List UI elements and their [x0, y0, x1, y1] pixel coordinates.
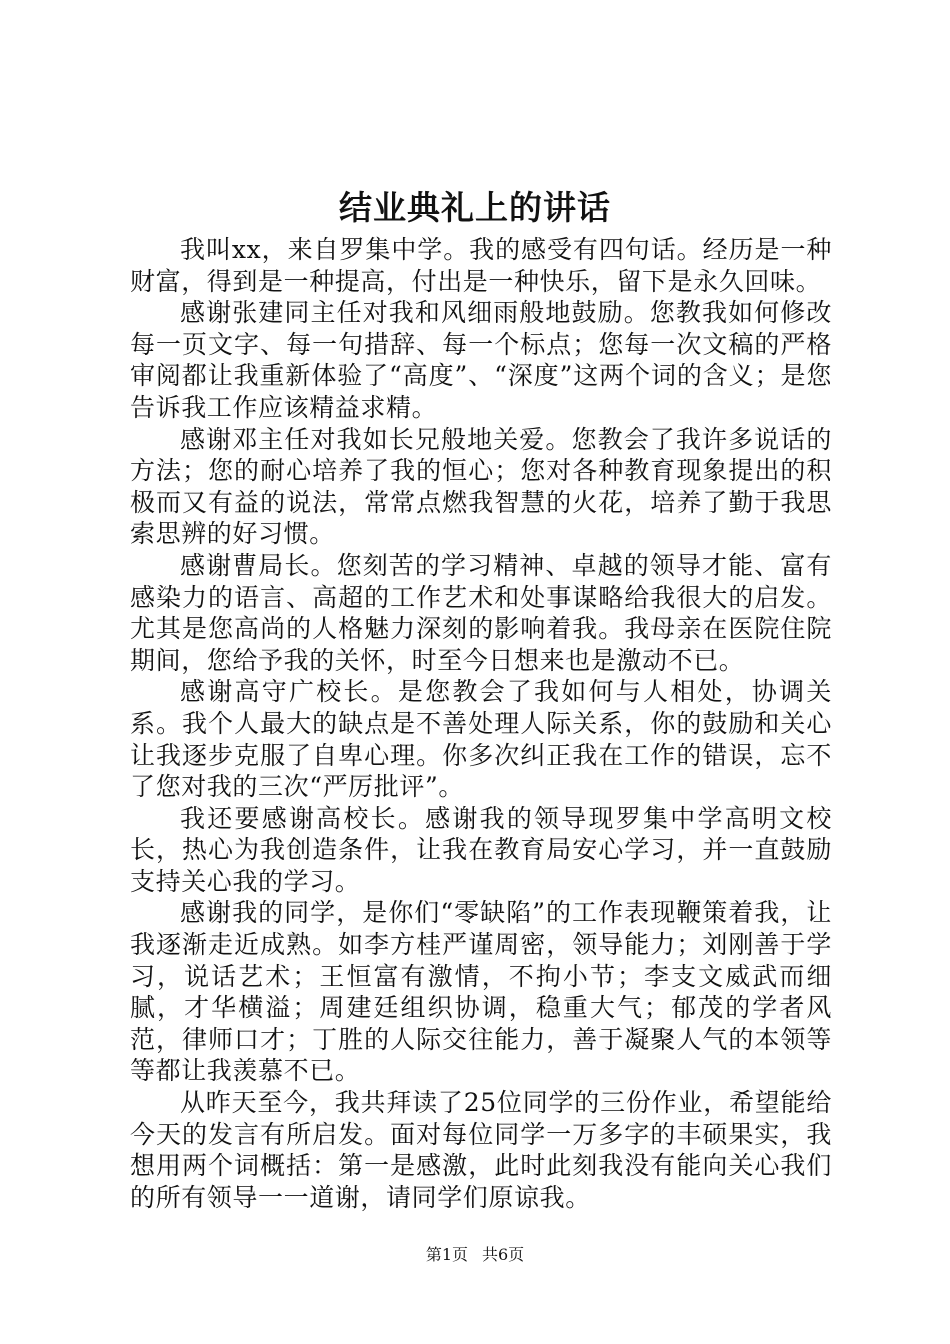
paragraph: 感谢张建同主任对我和风细雨般地鼓励。您教我如何修改每一页文字、每一句措辞、每一个标点；您每一次文稿的严格审阅都让我重新体验了“高度”、“深度”这两个词的含义；是您告诉我工作应该精益求精。: [130, 298, 832, 422]
document-body: [130, 234, 832, 1213]
paragraph: 感谢我的同学，是你们“零缺陷”的工作表现鞭策着我，让我逐渐走近成熟。如李方桂严谨周密，领导能力；刘刚善于学习，说话艺术；王恒富有激情，不拘小节；李支文威武而细腻，才华横溢；周建廷组织协调，稳重大气；郁茂的学者风范，律师口才；丁胜的人际交往能力，善于凝聚人气的本领等等都让我羡慕不已。: [130, 898, 832, 1086]
paragraph: 感谢高守广校长。是您教会了我如何与人相处，协调关系。我个人最大的缺点是不善处理人际关系，你的鼓励和关心让我逐步克服了自卑心理。你多次纠正我在工作的错误，忘不了您对我的三次“严厉批评”。: [130, 677, 832, 802]
document-title: 结业典礼上的讲话: [339, 188, 611, 227]
page-total: 共6页: [482, 1245, 525, 1264]
paragraph: 感谢曹局长。您刻苦的学习精神、卓越的领导才能、富有感染力的语言、高超的工作艺术和处事谋略给我很大的启发。尤其是您高尚的人格魅力深刻的影响着我。我母亲在医院住院期间，您给予我的关怀，时至今日想来也是激动不已。: [130, 550, 832, 675]
paragraph: 我还要感谢高校长。感谢我的领导现罗集中学高明文校长，热心为我创造条件，让我在教育局安心学习，并一直鼓励支持关心我的学习。: [130, 803, 832, 896]
page-footer: [0, 1244, 950, 1266]
paragraph: 感谢邓主任对我如长兄般地关爱。您教会了我许多说话的方法；您的耐心培养了我的恒心；您对各种教育现象提出的积极而又有益的说法，常常点燃我智慧的火花，培养了勤于我思索思辨的好习惯。: [130, 424, 832, 549]
page-number: 第1页: [425, 1245, 468, 1264]
paragraph: 我叫xx，来自罗集中学。我的感受有四句话。经历是一种财富，得到是一种提高，付出是一种快乐，留下是永久回味。: [130, 235, 832, 296]
paragraph: 从昨天至今，我共拜读了25位同学的三份作业，希望能给今天的发言有所启发。面对每位同学一万多字的丰硕果实，我想用两个词概括：第一是感激，此时此刻我没有能向关心我们的所有领导一一道谢，请同学们原谅我。: [130, 1088, 832, 1212]
